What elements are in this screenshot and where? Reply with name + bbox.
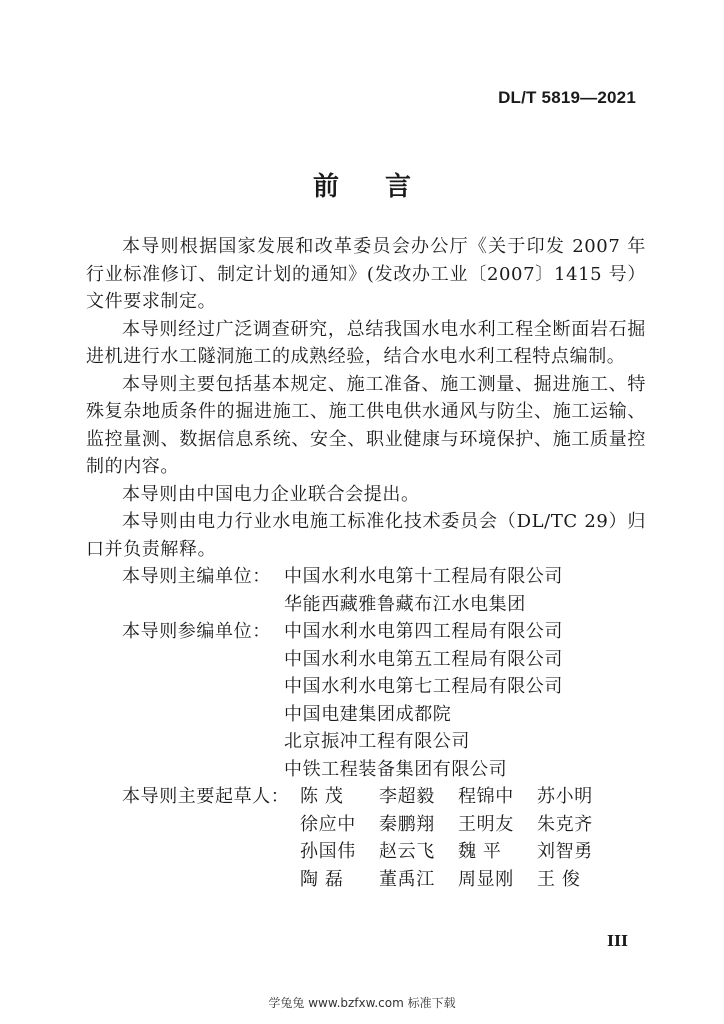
drafter-name: 徐应中 — [300, 813, 356, 835]
paragraph-1: 本导则根据国家发展和改革委员会办公厅《关于印发 2007 年行业标准修订、制定计划的通知》(发改办工业〔2007〕1415 号）文件要求制定。 — [86, 236, 646, 312]
participating-editor-row — [86, 673, 646, 701]
standard-code: DL/T 5819—2021 — [498, 88, 636, 107]
drafter-name: 朱克齐 — [537, 813, 593, 835]
drafter-name: 刘智勇 — [537, 841, 593, 862]
participating-editor-unit: 中国水利水电第五工程局有限公司 — [284, 648, 563, 670]
chief-editor-unit: 华能西藏雅鲁藏布江水电集团 — [284, 593, 526, 615]
participating-editor-row — [86, 701, 646, 729]
drafter-name: 孙国伟 — [300, 841, 356, 862]
participating-editor-row — [86, 756, 646, 784]
drafter-name: 陈 茂 — [300, 786, 344, 807]
drafter-name: 董禹江 — [379, 868, 435, 890]
participating-editor-label: 本导则参编单位： — [122, 621, 271, 642]
participating-editor-unit: 北京振冲工程有限公司 — [284, 731, 470, 752]
drafter-name: 陶 磊 — [300, 868, 344, 890]
chief-editor-row — [86, 591, 646, 619]
page-number: III — [606, 932, 628, 950]
drafter-name: 周显刚 — [458, 868, 514, 890]
page-title: 前言 — [312, 172, 457, 202]
drafter-row — [86, 838, 646, 866]
drafter-name: 李超毅 — [379, 786, 435, 807]
chief-editor-label: 本导则主编单位： — [122, 566, 271, 587]
drafter-row — [86, 811, 646, 839]
drafter-name: 魏 平 — [458, 841, 502, 862]
chief-editor-row — [86, 563, 646, 591]
drafter-name: 程锦中 — [458, 786, 514, 807]
drafter-name: 秦鹏翔 — [379, 813, 435, 835]
paragraph-5: 本导则由电力行业水电施工标准化技术委员会（DL/TC 29）归口并负责解释。 — [86, 511, 646, 560]
watermark-footer: 学兔兔 www.bzfxw.com 标准下载 — [268, 996, 456, 1010]
participating-editor-unit: 中国电建集团成都院 — [284, 703, 452, 725]
drafter-name: 王 俊 — [537, 868, 581, 890]
drafter-row — [86, 783, 646, 811]
drafter-label: 本导则主要起草人： — [122, 786, 290, 807]
drafter-row — [86, 866, 646, 894]
participating-editor-row — [86, 646, 646, 674]
paragraph-2: 本导则经过广泛调查研究，总结我国水电水利工程全断面岩石掘进机进行水工隧洞施工的成熟经验，结合水电水利工程特点编制。 — [86, 318, 646, 367]
participating-editor-unit: 中国水利水电第四工程局有限公司 — [284, 621, 563, 642]
participating-editor-unit: 中铁工程装备集团有限公司 — [284, 758, 508, 780]
drafter-name: 王明友 — [458, 813, 514, 835]
paragraph-3: 本导则主要包括基本规定、施工准备、施工测量、掘进施工、特殊复杂地质条件的掘进施工、施工供电供水通风与防尘、施工运输、监控量测、数据信息系统、安全、职业健康与环境保护、施工质量控制的内容。 — [86, 373, 646, 477]
drafter-name: 苏小明 — [537, 786, 593, 807]
participating-editor-unit: 中国水利水电第七工程局有限公司 — [284, 676, 563, 697]
foreword-body — [86, 233, 646, 893]
chief-editor-unit: 中国水利水电第十工程局有限公司 — [284, 566, 563, 587]
participating-editor-row — [86, 728, 646, 756]
participating-editor-row — [86, 618, 646, 646]
paragraph-4: 本导则由中国电力企业联合会提出。 — [122, 483, 420, 505]
drafter-name: 赵云飞 — [379, 841, 435, 862]
